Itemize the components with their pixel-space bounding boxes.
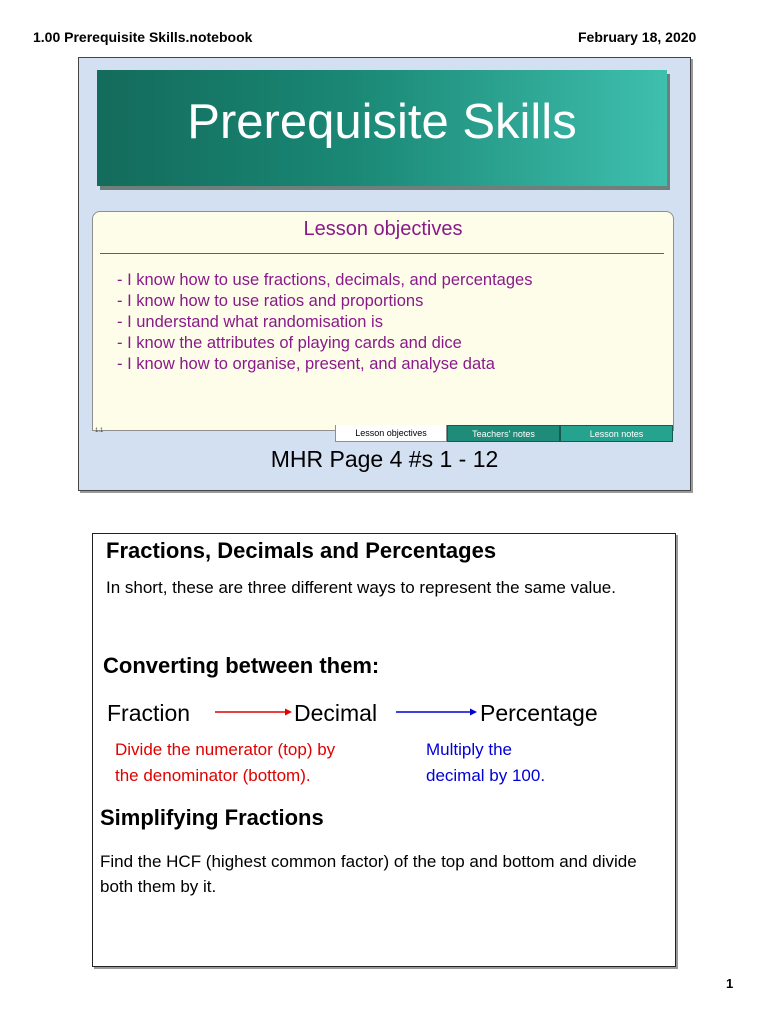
note-line: Divide the numerator (top) by	[115, 740, 336, 759]
tab-lesson-objectives[interactable]: Lesson objectives	[335, 425, 447, 442]
objective-item: - I understand what randomisation is	[117, 313, 383, 331]
flow-label-fraction: Fraction	[107, 700, 191, 726]
objective-item: - I know how to use ratios and proportions	[117, 292, 424, 310]
fraction-to-decimal-note	[115, 737, 335, 789]
tab-lesson-notes[interactable]: Lesson notes	[560, 425, 673, 442]
flow-label-percentage: Percentage	[480, 700, 598, 726]
note-line: decimal by 100.	[426, 766, 546, 785]
objectives-heading: Lesson objectives	[303, 218, 463, 240]
tab-teachers-notes[interactable]: Teachers' notes	[447, 425, 560, 442]
slide-title: Prerequisite Skills	[187, 95, 577, 149]
simplifying-text: Find the HCF (highest common factor) of the top and bottom and divide both them by it.	[100, 852, 637, 896]
note-line: the denominator (bottom).	[115, 766, 311, 785]
section-heading: Fractions, Decimals and Percentages	[106, 538, 497, 563]
slide-prerequisite-skills	[78, 57, 691, 491]
textbook-reference: MHR Page 4 #s 1 - 12	[270, 446, 499, 472]
converting-heading: Converting between them:	[103, 653, 380, 678]
page-number: 1	[726, 976, 734, 991]
objectives-list	[117, 270, 532, 375]
note-line: Multiply the	[426, 740, 512, 759]
flow-label-decimal: Decimal	[294, 700, 378, 726]
objectives-divider	[100, 253, 664, 254]
document-date: February 18, 2020	[578, 29, 697, 45]
red-arrow-icon	[215, 706, 293, 718]
title-banner	[97, 70, 667, 186]
decimal-to-percentage-note	[426, 737, 545, 789]
intro-text: In short, these are three different ways to represent the same value.	[106, 578, 616, 597]
blue-arrow-icon	[396, 706, 478, 718]
slide-fractions-decimals-percentages	[92, 533, 676, 967]
simplifying-heading: Simplifying Fractions	[100, 805, 324, 830]
objective-item: - I know the attributes of playing cards and dice	[117, 334, 462, 352]
slide-number: 1.1	[95, 428, 104, 434]
objective-item: - I know how to use fractions, decimals, and percentages	[117, 271, 533, 289]
document-filename: 1.00 Prerequisite Skills.notebook	[33, 29, 253, 45]
objective-item: - I know how to organise, present, and analyse data	[117, 355, 495, 373]
